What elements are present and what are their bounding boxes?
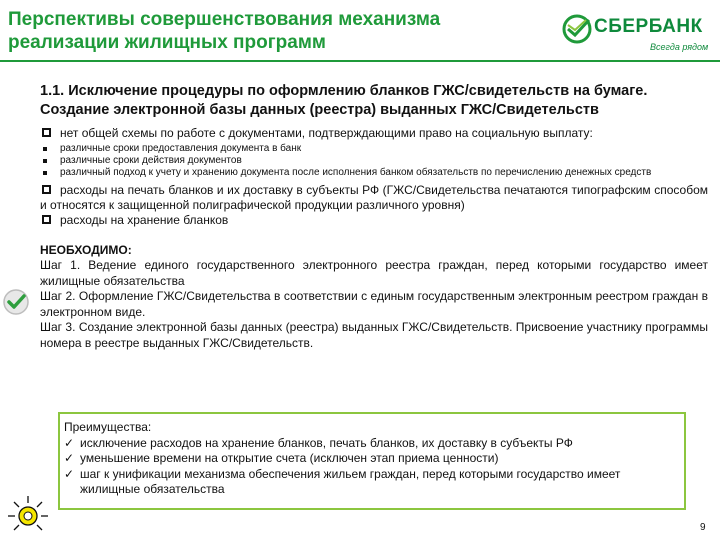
- page-number: 9: [700, 522, 706, 533]
- benefits-box: [58, 412, 686, 510]
- square-bullet-icon: [43, 159, 47, 163]
- benefit-text: шаг к унификации механизма обеспечения жильем граждан, перед которыми государство имеет жилищные обязательства: [80, 466, 621, 496]
- necessary-title: НЕОБХОДИМО:: [40, 243, 132, 257]
- slide-content: [40, 82, 708, 351]
- square-bullet-icon: [43, 147, 47, 151]
- step-item: Шаг 1. Ведение единого государственного электронного реестра граждан, перед которыми государство имеет жилищные обязательства: [40, 258, 708, 288]
- benefit-item: [64, 436, 674, 452]
- section-heading: 1.1. Исключение процедуры по оформлению бланков ГЖС/свидетельств на бумаге. Создание электронной базы данных (реестра) выданных ГЖС/Свидетельств: [40, 83, 648, 118]
- problem-item: [40, 126, 708, 141]
- logo-wordmark: СБЕРБАНК: [594, 16, 703, 37]
- checkbox-bullet-icon: [42, 215, 51, 224]
- benefit-item: [64, 467, 674, 498]
- sun-idea-icon: [6, 494, 50, 536]
- page-title: Перспективы совершенствования механизма реализации жилищных программ: [8, 9, 441, 53]
- sub-item: [40, 167, 708, 179]
- sub-item: [40, 143, 708, 155]
- benefit-item: [64, 451, 674, 467]
- square-bullet-icon: [43, 171, 47, 175]
- problem-item: [40, 213, 708, 228]
- benefits-title: Преимущества:: [64, 420, 152, 434]
- tick-icon: ✓: [64, 451, 75, 465]
- sub-item: [40, 155, 708, 167]
- necessary-block: [40, 242, 708, 351]
- checkbox-bullet-icon: [42, 128, 51, 137]
- step-item: Шаг 2. Оформление ГЖС/Свидетельства в соответствии с единым государственным электронным реестром граждан в электронном виде.: [40, 289, 708, 319]
- benefit-text: исключение расходов на хранение бланков, печать бланков, их доставку в субъекты РФ: [80, 435, 573, 450]
- sberbank-logo-icon: [562, 14, 592, 44]
- header-divider: [0, 60, 720, 62]
- checkmark-badge-icon: [2, 288, 30, 316]
- sub-item-text: различный подход к учету и хранению документа после исполнения банком обязательств по перечислению денежных средств: [60, 167, 652, 178]
- checkbox-bullet-icon: [42, 185, 51, 194]
- sub-list: [40, 143, 708, 179]
- problem-text: расходы на печать бланков и их доставку в субъекты РФ (ГЖС/Свидетельства печатаются типографским способом и относятся к защищенной полиграфической продукции различного уровня): [40, 183, 708, 212]
- tick-icon: ✓: [64, 435, 75, 450]
- benefit-text: уменьшение времени на открытие счета (исключен этап приема ценности): [80, 451, 499, 465]
- sberbank-logo: [562, 14, 712, 60]
- problem-text: нет общей схемы по работе с документами, подтверждающими право на социальную выплату:: [60, 126, 593, 140]
- step-item: Шаг 3. Создание электронной базы данных (реестра) выданных ГЖС/Свидетельств. Присвоение участнику программы номера в реестре выданных ГЖС/Свидетельств.: [40, 320, 708, 350]
- problem-item: [40, 183, 708, 213]
- problem-text: расходы на хранение бланков: [60, 213, 229, 227]
- sub-item-text: различные сроки предоставления документа в банк: [60, 143, 302, 154]
- logo-tagline: Всегда рядом: [650, 42, 709, 52]
- sub-item-text: различные сроки действия документов: [60, 155, 242, 166]
- tick-icon: ✓: [64, 466, 75, 481]
